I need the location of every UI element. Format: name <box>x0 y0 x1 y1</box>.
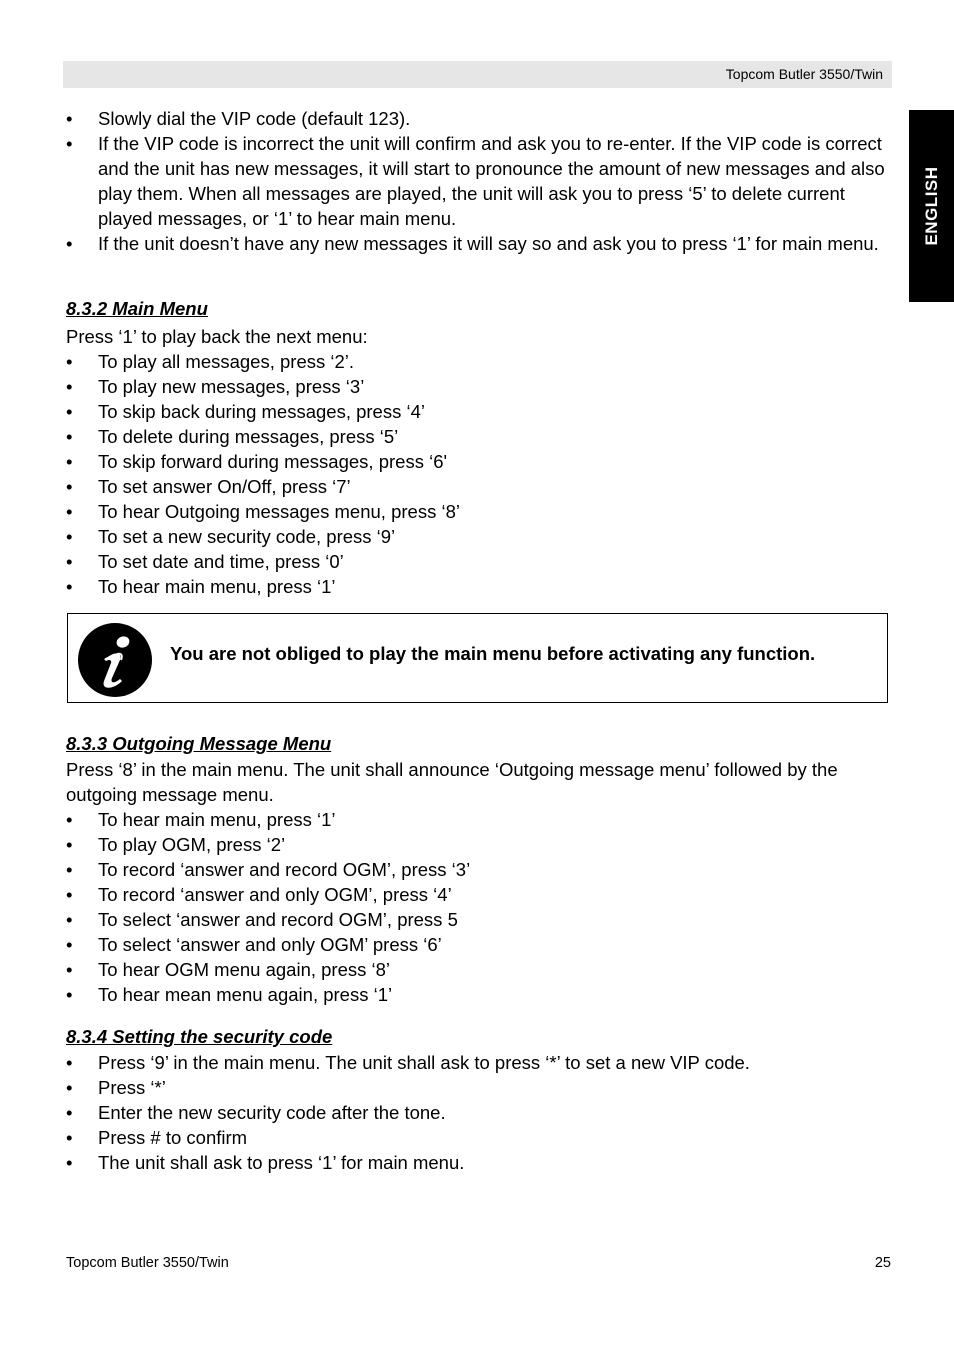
page-number: 25 <box>874 1255 891 1271</box>
list-item: • To hear Outgoing messages menu, press ‘8’ <box>66 499 891 524</box>
list-item: • To play all messages, press ‘2’. <box>66 349 891 374</box>
note-text: You are not obliged to play the main menu before activating any function. <box>170 643 816 664</box>
list-item: • To select ‘answer and only OGM’ press ‘6’ <box>66 932 891 957</box>
security-section <box>66 1024 891 1175</box>
list-item: • Slowly dial the VIP code (default 123). <box>66 106 891 131</box>
language-tab-label: ENGLISH <box>921 166 941 246</box>
list-item: • To set answer On/Off, press ‘7’ <box>66 474 891 499</box>
section-heading: 8.3.3 Outgoing Message Menu <box>66 733 332 754</box>
section-heading: 8.3.2 Main Menu <box>66 298 208 319</box>
list-item: • To skip forward during messages, press ‘6' <box>66 449 891 474</box>
footer-title: Topcom Butler 3550/Twin <box>66 1255 229 1271</box>
list-item: • Press ‘9’ in the main menu. The unit shall ask to press ‘*’ to set a new VIP code. <box>66 1050 891 1075</box>
info-note <box>67 613 888 703</box>
list-item: • To skip back during messages, press ‘4’ <box>66 399 891 424</box>
section-intro: Press ‘1’ to play back the next menu: <box>66 326 368 347</box>
list-item: • If the unit doesn’t have any new messages it will say so and ask you to press ‘1’ for main menu. <box>66 231 891 256</box>
list-item: • To set date and time, press ‘0’ <box>66 549 891 574</box>
list-item: • To record ‘answer and only OGM’, press ‘4’ <box>66 882 891 907</box>
list-item: • To delete during messages, press ‘5’ <box>66 424 891 449</box>
list-item: • To hear main menu, press ‘1’ <box>66 807 891 832</box>
list-item: • Press # to confirm <box>66 1125 891 1150</box>
info-icon <box>77 622 153 698</box>
language-tab <box>909 110 954 302</box>
list-item: • The unit shall ask to press ‘1’ for main menu. <box>66 1150 891 1175</box>
list-item: • To hear OGM menu again, press ‘8’ <box>66 957 891 982</box>
section-heading: 8.3.4 Setting the security code <box>66 1026 333 1047</box>
intro-section <box>66 106 891 256</box>
list-item: • To select ‘answer and record OGM’, press 5 <box>66 907 891 932</box>
list-item: • To play OGM, press ‘2’ <box>66 832 891 857</box>
list-item: • To record ‘answer and record OGM’, press ‘3’ <box>66 857 891 882</box>
list-item: • If the VIP code is incorrect the unit will confirm and ask you to re-enter. If the VIP code is correct and the unit has new messages, it will start to pronounce the amount of new messages and also play them. When all messages are played, the unit will ask you to press ‘5’ to delete current played messages, or ‘1’ to hear main menu. <box>66 131 891 231</box>
list-item: • To hear mean menu again, press ‘1’ <box>66 982 891 1007</box>
section-intro: Press ‘8’ in the main menu. The unit shall announce ‘Outgoing message menu’ followed by the outgoing message menu. <box>66 759 838 805</box>
page-header <box>63 61 892 88</box>
list-item: • Enter the new security code after the tone. <box>66 1100 891 1125</box>
header-title: Topcom Butler 3550/Twin <box>725 66 883 82</box>
list-item: • Press ‘*’ <box>66 1075 891 1100</box>
list-item: • To hear main menu, press ‘1’ <box>66 574 891 599</box>
ogm-menu-section <box>66 731 891 1007</box>
list-item: • To play new messages, press ‘3’ <box>66 374 891 399</box>
main-menu-section <box>66 296 891 599</box>
list-item: • To set a new security code, press ‘9’ <box>66 524 891 549</box>
